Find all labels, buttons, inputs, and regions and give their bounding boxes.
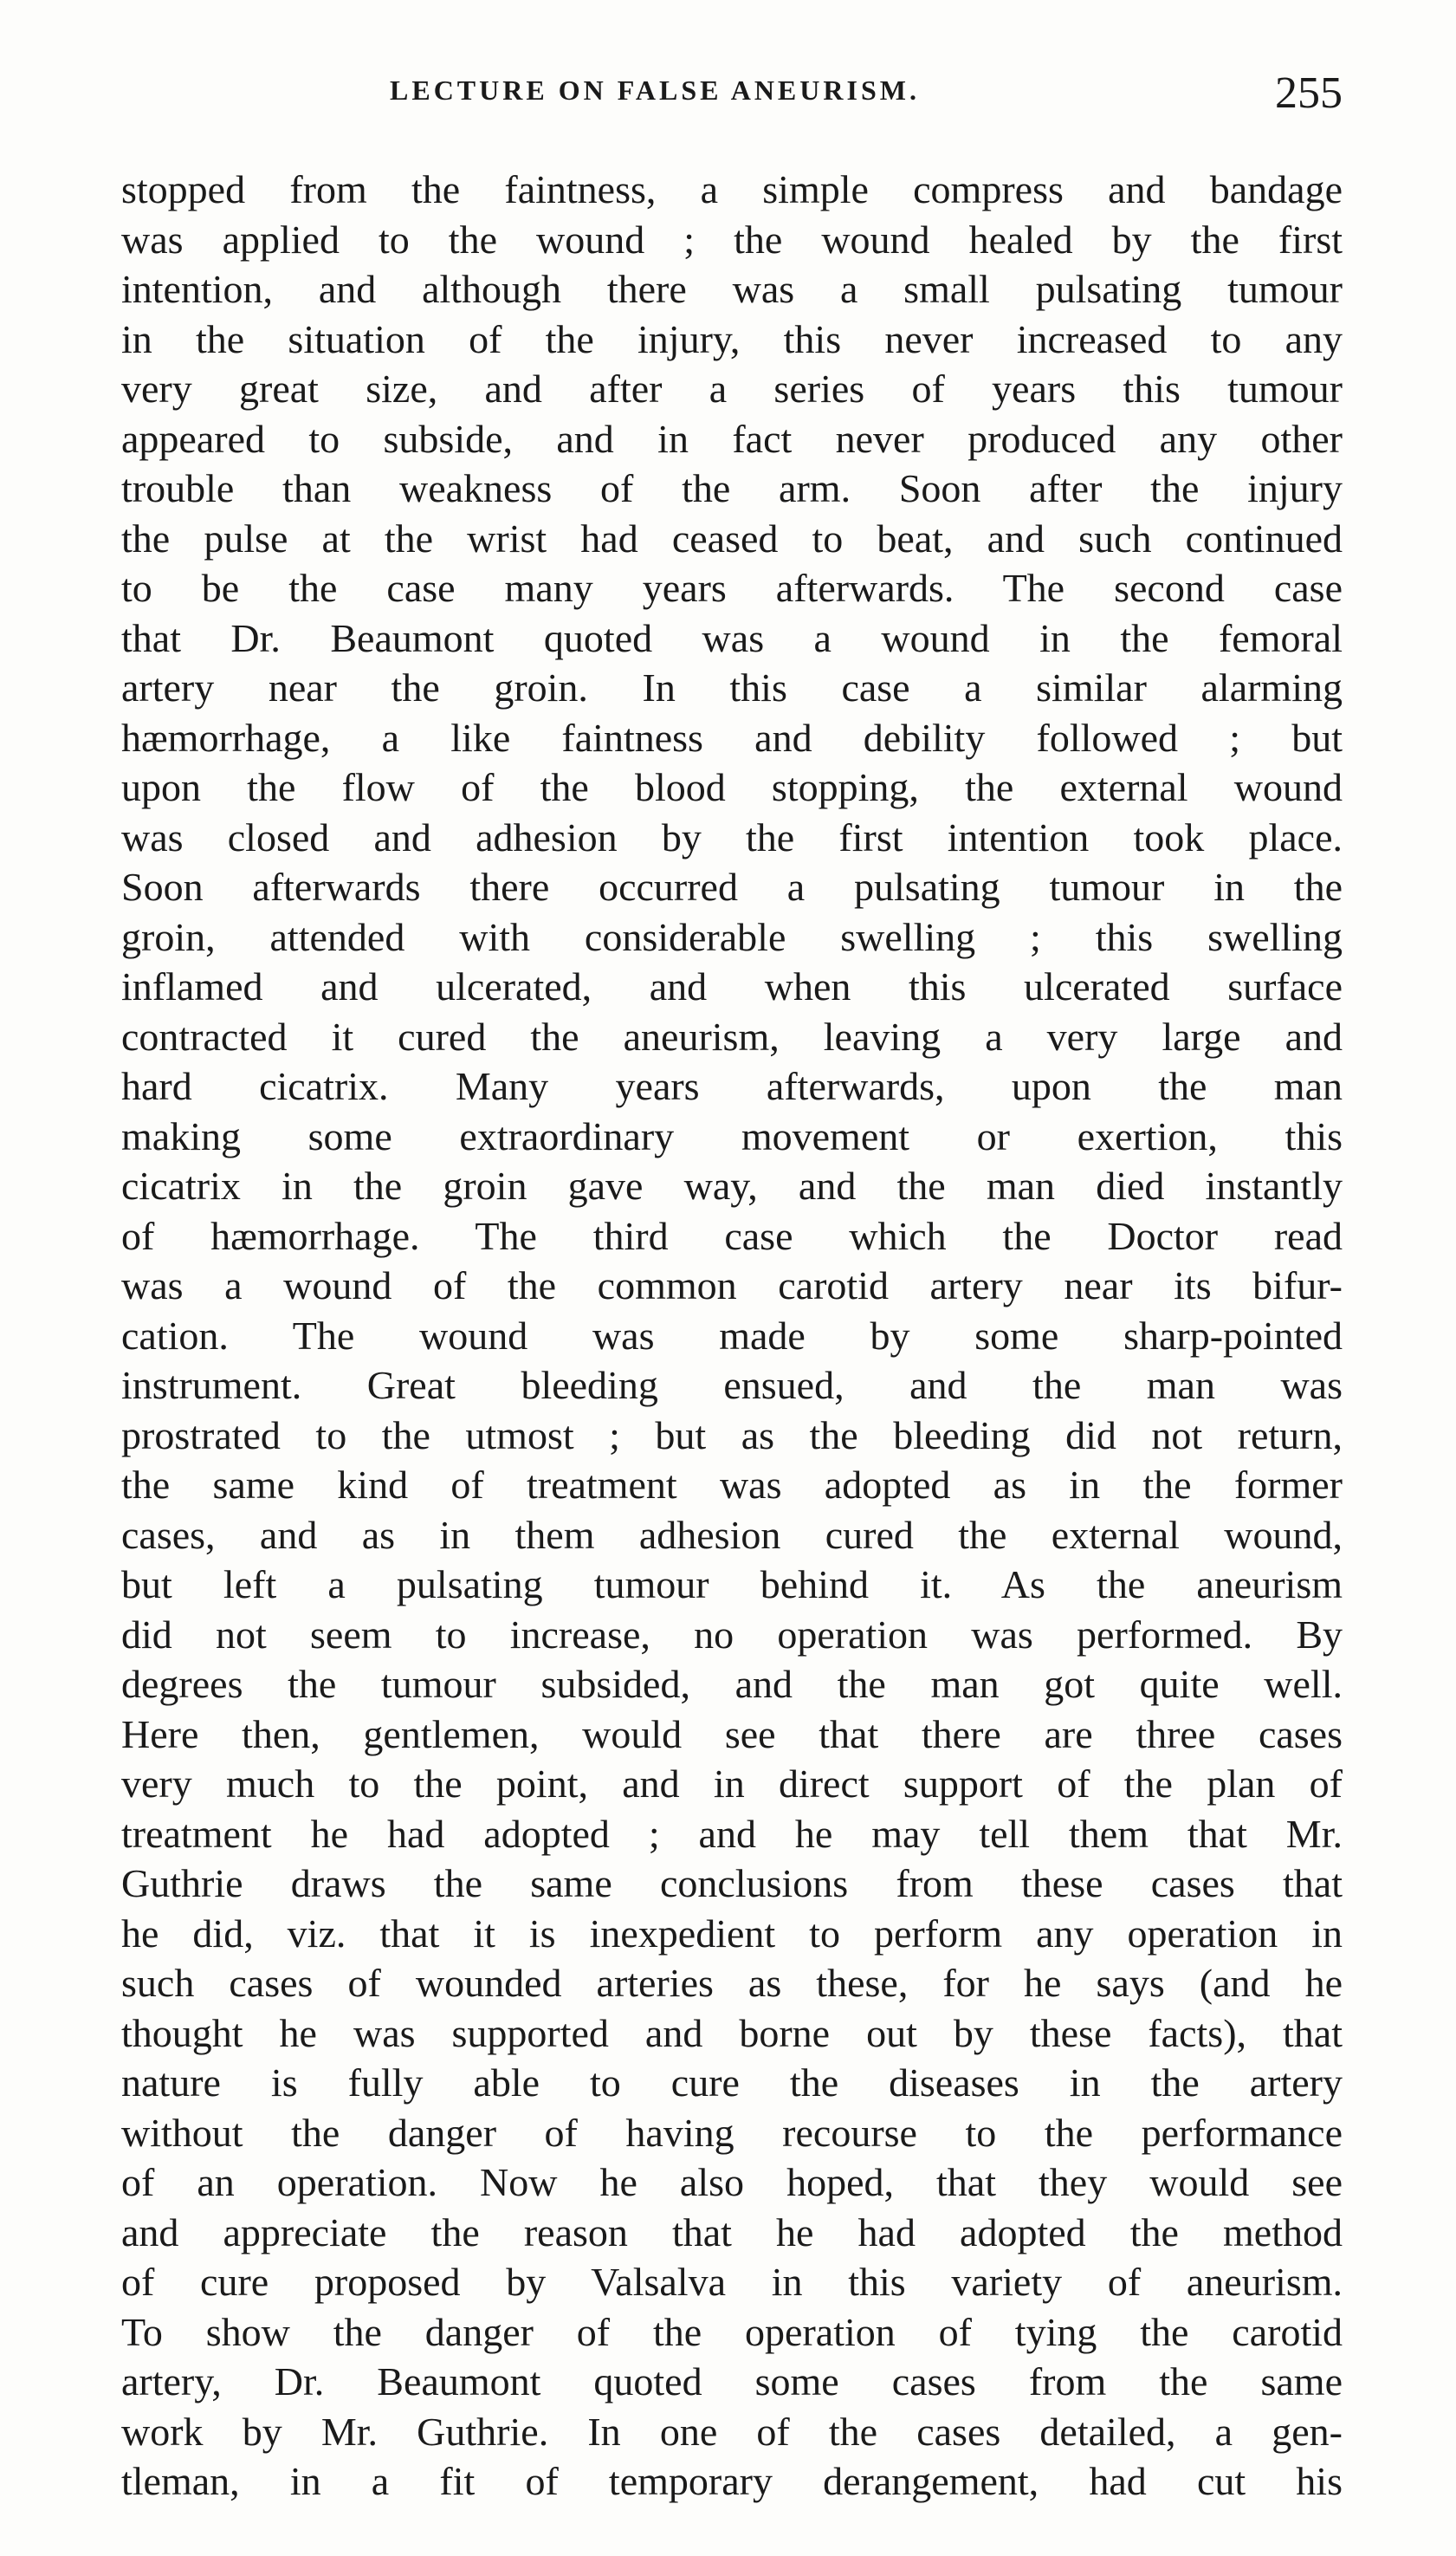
text-line: making some extraordinary movement or exertion, this	[121, 1113, 1343, 1158]
text-line: in the situation of the injury, this never increased to any	[121, 316, 1343, 361]
text-line: the same kind of treatment was adopted as in the former	[121, 1463, 1343, 1507]
text-line: nature is fully able to cure the diseases in the artery	[121, 2060, 1343, 2105]
text-line: appeared to subside, and in fact never produced any other	[121, 416, 1343, 461]
page-number: 255	[1275, 68, 1343, 118]
text-line: was closed and adhesion by the first intention took place.	[121, 814, 1343, 860]
text-line: work by Mr. Guthrie. In one of the cases detailed, a gen-	[121, 2409, 1343, 2454]
text-line: such cases of wounded arteries as these, for he says (and he	[121, 1961, 1343, 2005]
text-line: artery, Dr. Beaumont quoted some cases from the same	[121, 2359, 1343, 2404]
text-line: inflamed and ulcerated, and when this ulcerated surface	[121, 964, 1343, 1009]
text-line: trouble than weakness of the arm. Soon after the injury	[121, 466, 1343, 510]
text-line: cicatrix in the groin gave way, and the man died instantly	[121, 1164, 1343, 1208]
text-line: hæmorrhage, a like faintness and debility followed ; but	[121, 715, 1343, 760]
text-line: but left a pulsating tumour behind it. As the aneurism	[121, 1562, 1343, 1606]
text-line: Soon afterwards there occurred a pulsating tumour in the	[121, 865, 1343, 909]
text-line: upon the flow of the blood stopping, the external wound	[121, 765, 1343, 809]
text-line: tleman, in a fit of temporary derangement, had cut his	[121, 2459, 1343, 2503]
text-line: of cure proposed by Valsalva in this variety of aneurism.	[121, 2260, 1343, 2304]
text-line: the pulse at the wrist had ceased to beat, and such continued	[121, 516, 1343, 561]
running-head: LECTURE ON FALSE ANEURISM.	[390, 75, 920, 106]
text-line: Guthrie draws the same conclusions from these cases that	[121, 1861, 1343, 1905]
text-line: without the danger of having recourse to the performance	[121, 2110, 1343, 2155]
text-line: to be the case many years afterwards. The second case	[121, 566, 1343, 610]
text-line: intention, and although there was a small pulsating tumour	[121, 267, 1343, 311]
text-line: he did, viz. that it is inexpedient to perform any operation in	[121, 1911, 1343, 1956]
text-line: hard cicatrix. Many years afterwards, upon the man	[121, 1064, 1343, 1108]
text-line: that Dr. Beaumont quoted was a wound in the femoral	[121, 615, 1343, 660]
text-line: was applied to the wound ; the wound healed by the first	[121, 217, 1343, 262]
text-line: very much to the point, and in direct support of the plan of	[121, 1761, 1343, 1806]
text-line: artery near the groin. In this case a similar alarming	[121, 665, 1343, 710]
text-line: very great size, and after a series of years this tumour	[121, 367, 1343, 411]
text-line: of an operation. Now he also hoped, that they would see	[121, 2160, 1343, 2204]
text-line: was a wound of the common carotid artery near its bifur-	[121, 1263, 1343, 1307]
text-line: prostrated to the utmost ; but as the bleeding did not return,	[121, 1412, 1343, 1457]
text-line: To show the danger of the operation of tying the carotid	[121, 2309, 1343, 2354]
text-line: stopped from the faintness, a simple compress and bandage	[121, 167, 1343, 211]
text-line: treatment he had adopted ; and he may tell them that Mr.	[121, 1811, 1343, 1856]
text-line: contracted it cured the aneurism, leaving a very large and	[121, 1014, 1343, 1059]
text-line: of hæmorrhage. The third case which the Doctor read	[121, 1213, 1343, 1258]
text-line: and appreciate the reason that he had adopted the method	[121, 2209, 1343, 2254]
text-line: did not seem to increase, no operation was performed. By	[121, 1612, 1343, 1657]
text-line: groin, attended with considerable swelling ; this swelling	[121, 914, 1343, 959]
text-line: cases, and as in them adhesion cured the external wound,	[121, 1512, 1343, 1557]
page-header	[121, 68, 1343, 128]
text-line: degrees the tumour subsided, and the man got quite well.	[121, 1662, 1343, 1706]
text-line: instrument. Great bleeding ensued, and the man was	[121, 1363, 1343, 1407]
text-line: Here then, gentlemen, would see that there are three cases	[121, 1711, 1343, 1756]
body-text	[121, 165, 1343, 2507]
text-line: thought he was supported and borne out by these facts), that	[121, 2010, 1343, 2055]
text-line: cation. The wound was made by some sharp-pointed	[121, 1313, 1343, 1358]
